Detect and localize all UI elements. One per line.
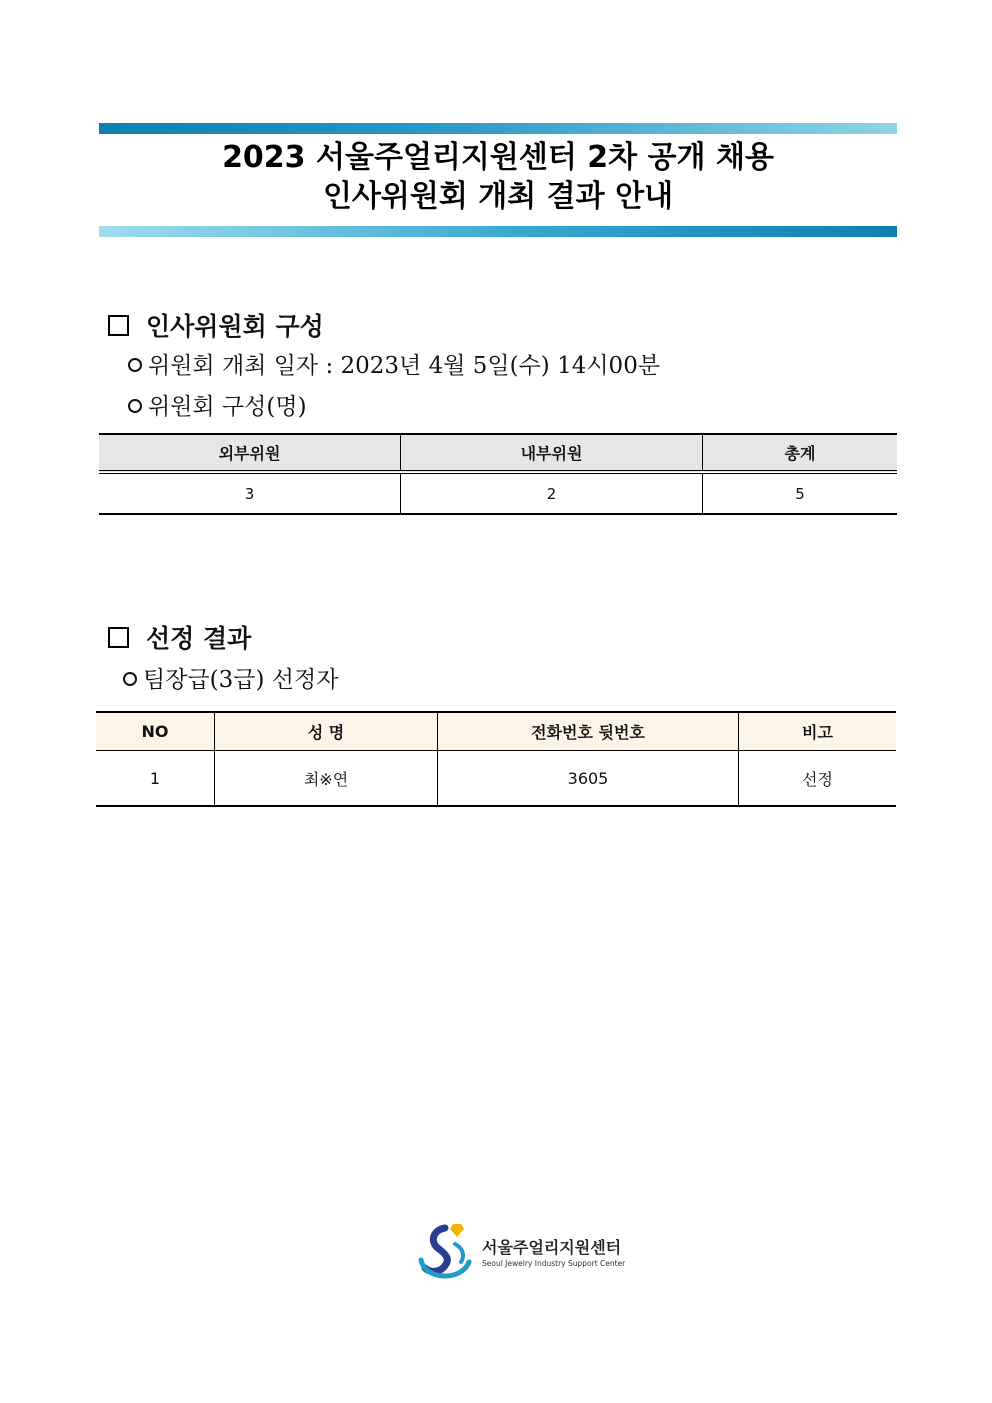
- cell-name: 최※연: [215, 751, 438, 807]
- logo-name: 서울주얼리지원센터: [482, 1238, 622, 1257]
- header-name: 성 명: [215, 712, 438, 751]
- result-table: [96, 711, 896, 807]
- cell-no: 1: [96, 751, 215, 807]
- bullet-text: 위원회 개최 일자 : 2023년 4월 5일(수) 14시00분: [148, 353, 661, 379]
- square-bullet-icon: [108, 627, 129, 648]
- title-banner-top: [99, 123, 897, 134]
- header-note: 비고: [739, 712, 897, 751]
- bullet-selected: [123, 661, 338, 694]
- bullet-composition: [128, 388, 307, 421]
- cell-internal-members: 2: [401, 472, 703, 514]
- header-phone: 전화번호 뒷번호: [438, 712, 739, 751]
- center-logo: [415, 1222, 655, 1284]
- page-title: [99, 138, 897, 216]
- table-row: [96, 751, 896, 807]
- cell-phone: 3605: [438, 751, 739, 807]
- title-line-2: 인사위원회 개최 결과 안내: [322, 179, 674, 214]
- header-no: NO: [96, 712, 215, 751]
- logo-subtitle: Seoul Jewelry Industry Support Center: [482, 1259, 626, 1268]
- header-total: 총계: [703, 434, 898, 472]
- section-heading-committee: [108, 307, 324, 343]
- circle-bullet-icon: [128, 358, 142, 372]
- committee-table: [99, 433, 897, 515]
- title-line-1: 2023 서울주얼리지원센터 2차 공개 채용: [222, 140, 774, 175]
- cell-external-members: 3: [99, 472, 401, 514]
- square-bullet-icon: [108, 315, 129, 336]
- table-row: [99, 472, 897, 514]
- bullet-text: 위원회 구성(명): [148, 394, 307, 420]
- header-internal-members: 내부위원: [401, 434, 703, 472]
- title-banner-bottom: [99, 226, 897, 237]
- cell-note: 선정: [739, 751, 897, 807]
- header-external-members: 외부위원: [99, 434, 401, 472]
- section-heading-text: 선정 결과: [146, 624, 252, 653]
- circle-bullet-icon: [123, 672, 137, 686]
- table-header-row: [96, 712, 896, 751]
- cell-total: 5: [703, 472, 898, 514]
- section-heading-text: 인사위원회 구성: [146, 312, 324, 341]
- circle-bullet-icon: [128, 399, 142, 413]
- section-heading-result: [108, 619, 251, 655]
- bullet-meeting-date: [128, 347, 660, 380]
- table-header-row: [99, 434, 897, 472]
- jewel-s-logo-icon: [415, 1222, 477, 1284]
- bullet-text: 팀장급(3급) 선정자: [143, 667, 339, 693]
